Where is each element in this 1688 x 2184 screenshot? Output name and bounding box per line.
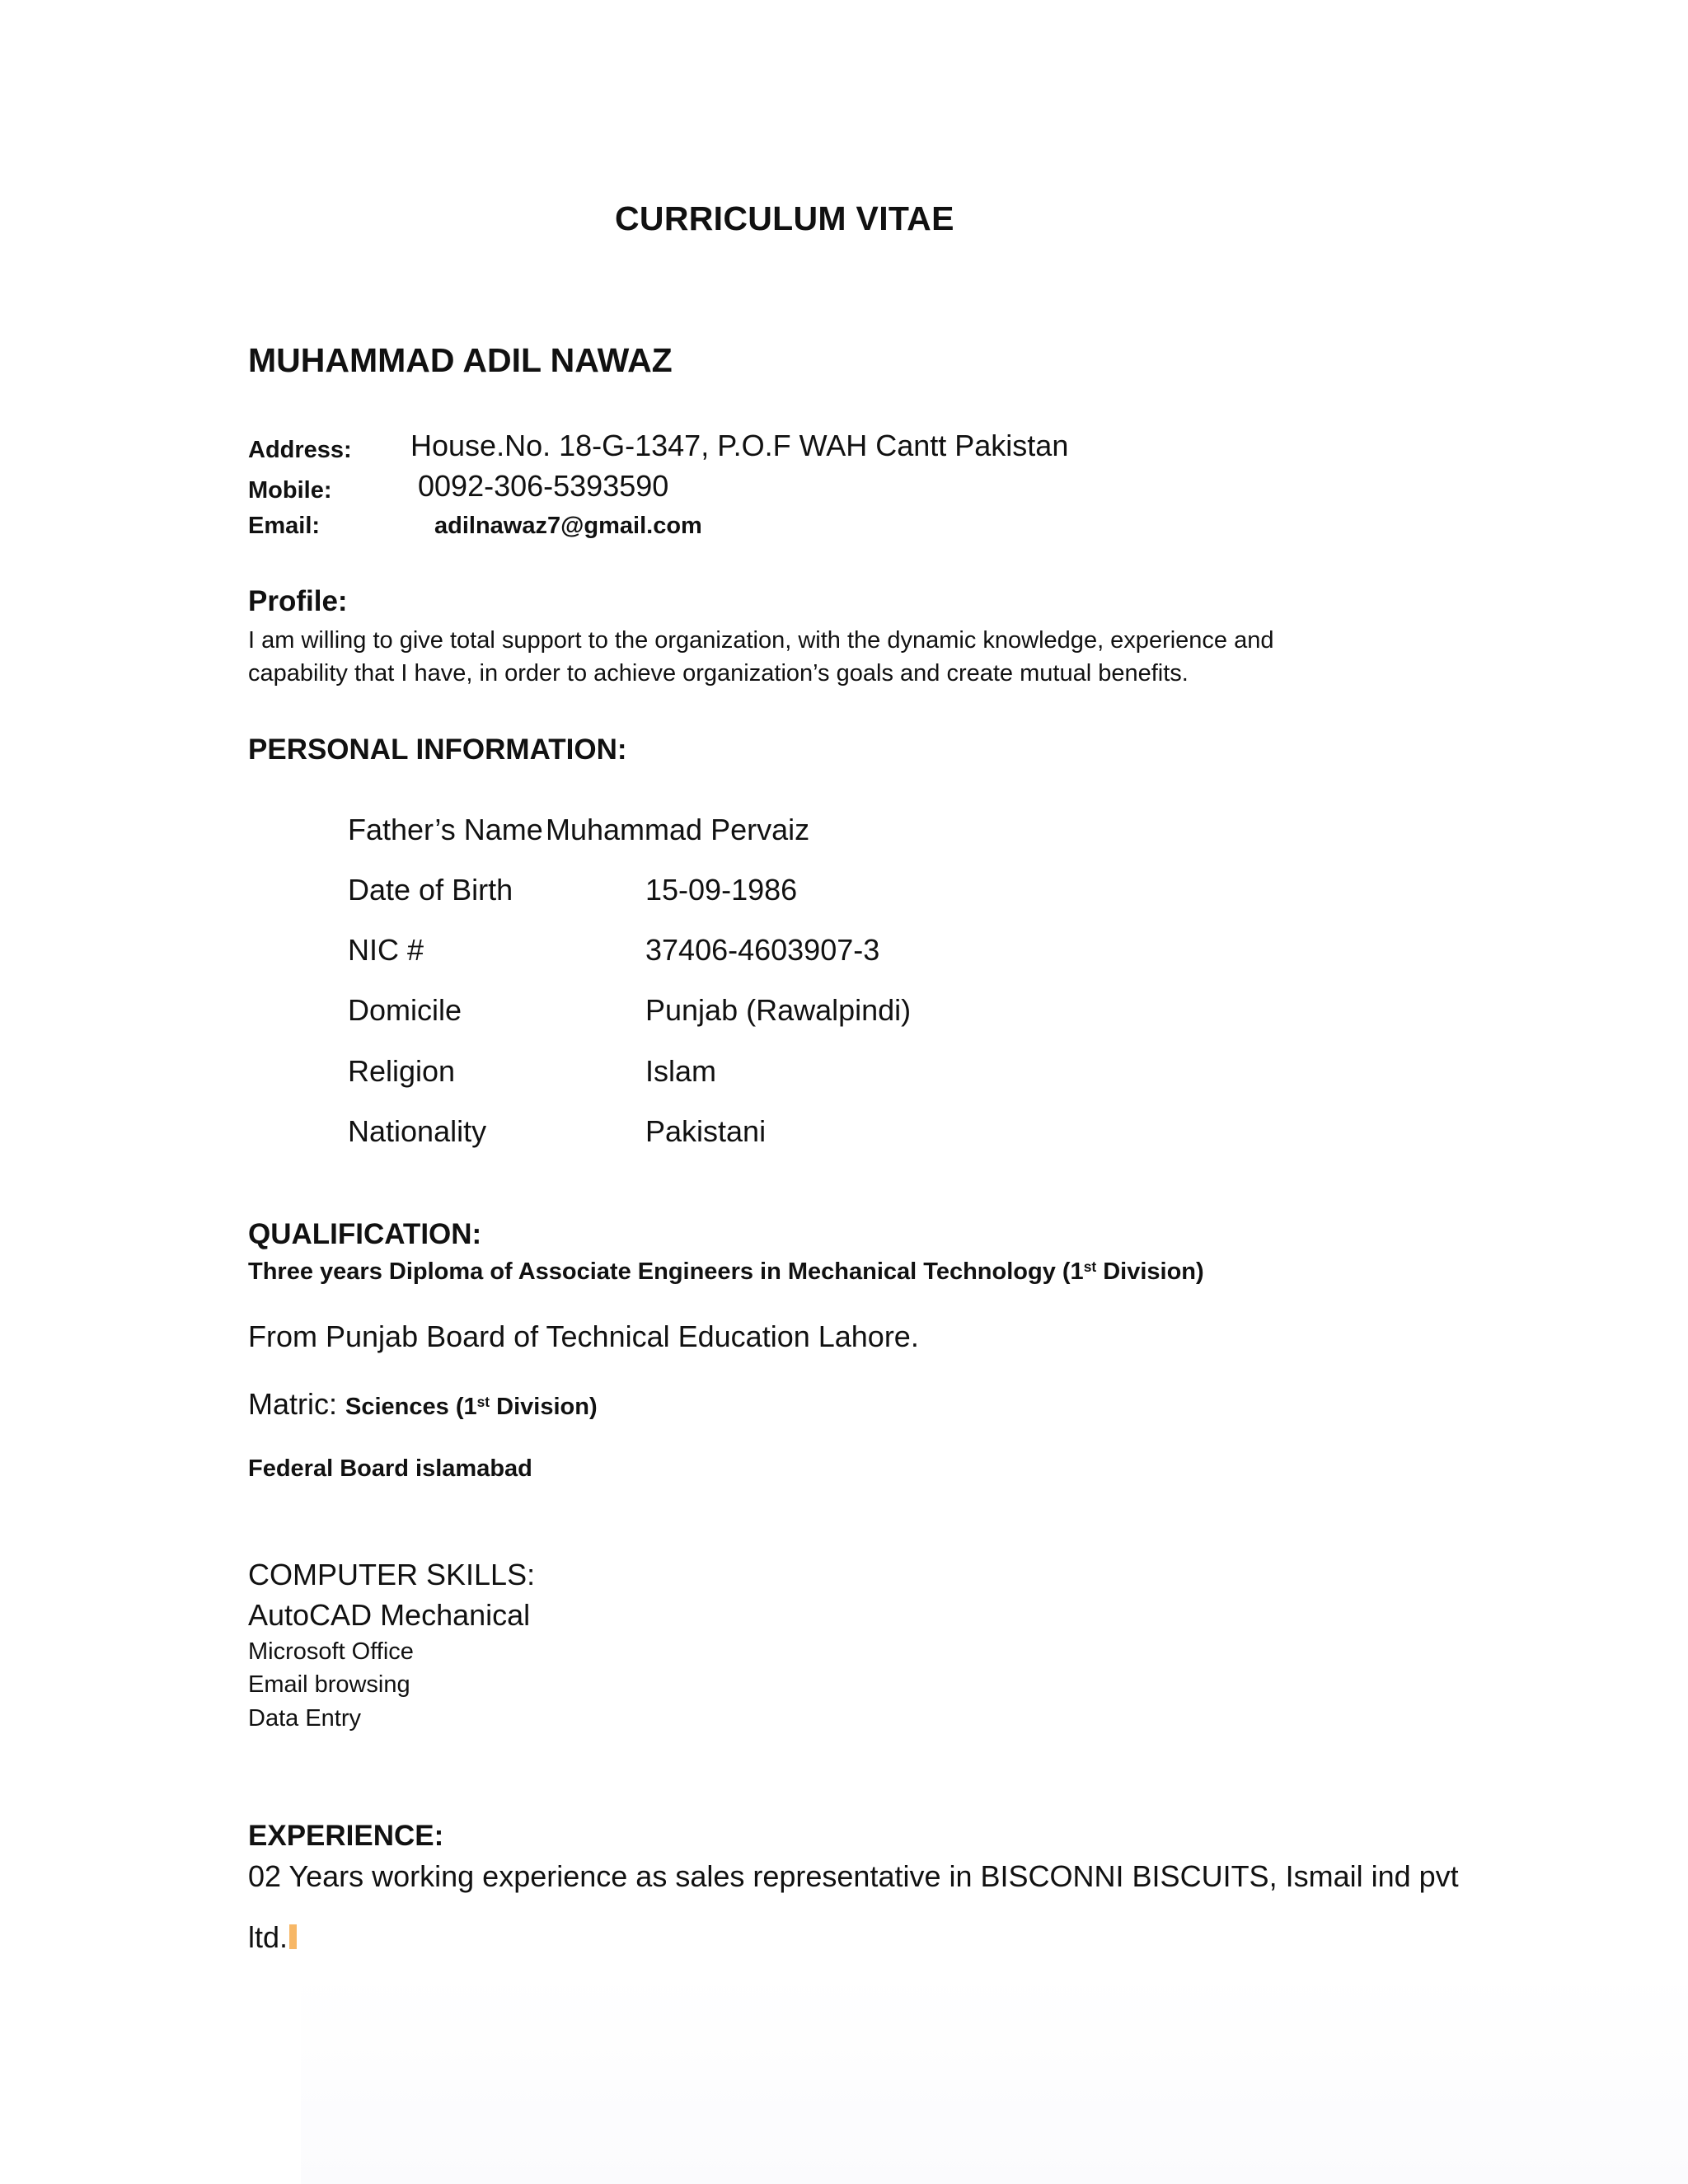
info-label: Date of Birth	[348, 873, 513, 907]
info-label: Domicile	[348, 993, 462, 1027]
skill-item: Email browsing	[248, 1671, 410, 1698]
info-label: Religion	[348, 1054, 456, 1088]
skill-item: Data Entry	[248, 1705, 361, 1732]
info-value: Islam	[645, 1054, 717, 1088]
info-row-date-of-birth	[348, 873, 1172, 914]
skills-heading: COMPUTER SKILLS:	[248, 1558, 536, 1591]
diploma-ordinal: st	[1083, 1258, 1097, 1276]
experience-line-1: 02 Years working experience as sales representative in BISCONNI BISCUITS, Ismail ind pvt	[248, 1859, 1459, 1893]
info-label: Father’s Name	[348, 813, 543, 846]
matric-subject	[345, 1394, 598, 1420]
address-label: Address:	[248, 437, 352, 463]
skill-primary: AutoCAD Mechanical	[248, 1598, 531, 1632]
info-row-fathers-name	[348, 813, 1172, 854]
mobile-label: Mobile:	[248, 477, 332, 504]
diploma-line	[248, 1258, 1204, 1286]
text-cursor-highlight	[289, 1924, 297, 1949]
info-value: Pakistani	[645, 1114, 767, 1148]
candidate-name: MUHAMMAD ADIL NAWAZ	[248, 341, 673, 379]
email-label: Email:	[248, 513, 321, 539]
document-title: CURRICULUM VITAE	[615, 199, 954, 237]
experience-heading: EXPERIENCE:	[248, 1820, 444, 1852]
diploma-board: From Punjab Board of Technical Education Lahore.	[248, 1319, 919, 1353]
diploma-text: Three years Diploma of Associate Engineers in Mechanical Technology (1	[248, 1258, 1084, 1285]
matric-ordinal: st	[476, 1394, 490, 1411]
info-value: Punjab (Rawalpindi)	[645, 993, 912, 1027]
address-value: House.No. 18-G-1347, P.O.F WAH Cantt Pakistan	[410, 429, 1069, 462]
info-label: NIC #	[348, 933, 424, 967]
info-row-religion	[348, 1054, 1172, 1095]
mobile-value: 0092-306-5393590	[418, 469, 669, 503]
profile-line-2: capability that I have, in order to achieve organization’s goals and create mutual benefits.	[248, 660, 1189, 687]
info-label: Nationality	[348, 1114, 487, 1148]
email-value: adilnawaz7@gmail.com	[434, 513, 702, 539]
profile-line-1: I am willing to give total support to the organization, with the dynamic knowledge, experience and	[248, 627, 1274, 654]
info-value: 37406-4603907-3	[645, 933, 880, 967]
diploma-division: Division)	[1096, 1258, 1204, 1285]
profile-heading: Profile:	[248, 585, 348, 617]
skill-item: Microsoft Office	[248, 1638, 414, 1665]
matric-board: Federal Board islamabad	[248, 1455, 532, 1482]
info-value: 15-09-1986	[645, 873, 798, 907]
matric-line	[248, 1387, 598, 1422]
experience-line-2	[248, 1920, 297, 1955]
info-row-nic	[348, 933, 1172, 974]
info-row-domicile	[348, 993, 1172, 1034]
matric-text: Sciences (1	[345, 1394, 477, 1420]
page-bottom-shade	[301, 1970, 1688, 2184]
info-value: Muhammad Pervaiz	[546, 813, 810, 846]
info-row-nationality	[348, 1114, 1172, 1155]
matric-label: Matric:	[248, 1387, 346, 1421]
qualification-heading: QUALIFICATION:	[248, 1218, 482, 1250]
personal-info-heading: PERSONAL INFORMATION:	[248, 733, 627, 766]
matric-division: Division)	[490, 1394, 598, 1420]
experience-line-2-text: ltd.	[248, 1920, 288, 1954]
